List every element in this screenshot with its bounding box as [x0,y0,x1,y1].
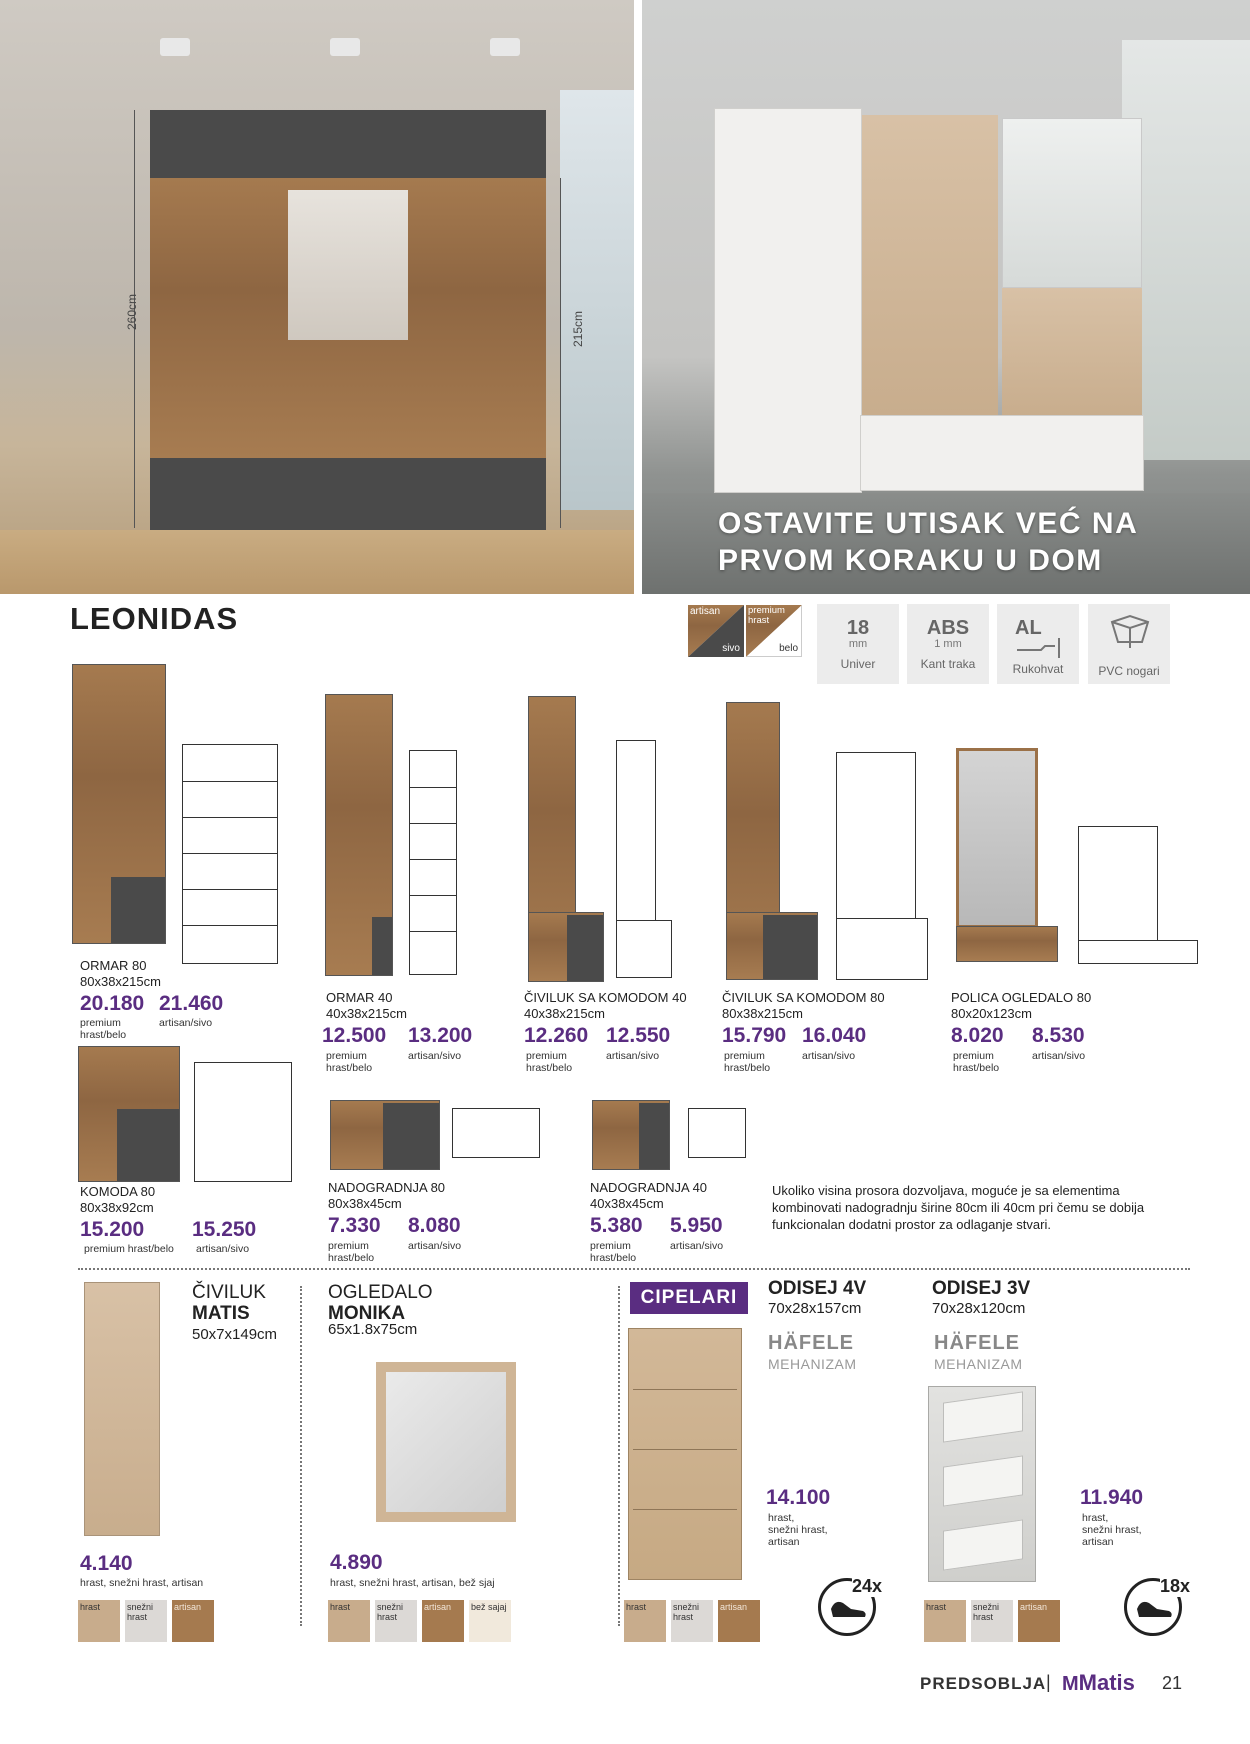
matis-logo-icon: M [1062,1673,1079,1695]
color-thumb-hrast [624,1600,666,1642]
thumb-label: snežni hrast [973,1602,1000,1622]
hero-headline [718,505,1238,579]
ogledalo-colors: hrast, snežni hrast, artisan, bež sjaj [330,1577,495,1589]
product-name: NADOGRADNJA 80 [328,1180,446,1195]
ormar-80-image [72,664,166,944]
civiluk-40-outline [616,740,656,922]
civiluk-dims: 50x7x149cm [192,1326,278,1343]
spec-label: PVC nogari [1098,664,1160,678]
price-label: artisan/sivo [670,1240,724,1252]
shoe-icon [829,1597,867,1619]
product-dims: 40x38x45cm [590,1196,664,1211]
price-premium: 15.200 [80,1218,145,1241]
price-label: artisan/sivo [196,1243,250,1255]
ormar-80-outline [182,744,278,964]
odisej-3v-dims: 70x28x120cm [932,1300,1026,1317]
color-thumb-hrast [924,1600,966,1642]
hero-headline-line1: OSTAVITE UTISAK VEĆ NA [718,507,1139,540]
price-label: premium hrast/belo [326,1050,373,1074]
spec-kant-traka [907,604,989,684]
product-name: ČIVILUK SA KOMODOM 40 [524,990,687,1005]
footer-brand-logo [1062,1670,1135,1696]
swatch-label: premium hrast [748,605,785,626]
ogledalo-dims: 65x1.8x75cm [328,1321,418,1338]
civiluk-price: 4.140 [80,1552,133,1575]
dotted-divider-vertical [618,1286,620,1626]
price-premium: 12.500 [322,1024,387,1047]
odisej-3v-image [928,1386,1036,1582]
price-label: artisan/sivo [802,1050,856,1062]
color-thumb-hrast [78,1600,120,1642]
color-thumb-artisan [1018,1600,1060,1642]
color-line: snežni hrast, [1082,1524,1142,1536]
ogledalo-title-line1: OGLEDALO [328,1282,433,1303]
price-label: premium hrast/belo [328,1240,375,1264]
price-artisan: 8.530 [1032,1024,1085,1047]
price-premium: 8.020 [951,1024,1004,1047]
wardrobe-mirror [288,190,408,340]
spec-value: AL [1015,617,1042,639]
mirror [1002,118,1142,288]
combination-note: Ukoliko visina prosora dozvoljava, moguće je sa elementima kombinovati nadogradnju širine 80cm ili 40cm pri čemu se dobija funkcionalan dodatni prostor za odlaganje stvari. [772,1183,1145,1232]
ogledalo-monika-image [376,1362,516,1522]
odisej-4v-capacity: 24x [852,1576,883,1596]
product-nadogradnja-40 [590,1180,790,1212]
product-name: ORMAR 80 [80,958,147,973]
price-artisan: 21.460 [159,992,224,1015]
color-line: hrast, [1082,1512,1109,1524]
ogledalo-title-line2: MONIKA [328,1303,406,1324]
thumb-label: hrast [330,1602,351,1612]
coat-panel [862,115,998,415]
price-premium: 7.330 [328,1214,381,1237]
color-thumb-artisan [172,1600,214,1642]
product-dims: 80x38x92cm [80,1200,154,1215]
cipelari-badge: CIPELARI [630,1282,748,1314]
price-label: artisan/sivo [159,1017,213,1029]
price-label: premium hrast/belo [80,1017,127,1041]
swatch-label: sivo [722,643,740,654]
civiluk-80-outline [836,752,916,920]
hafele-mechanism: MEHANIZAM [768,1356,857,1372]
spec-label: Univer [840,657,876,671]
ceiling-light [330,38,360,56]
price-artisan: 5.950 [670,1214,723,1237]
nadogradnja-80-image [330,1100,440,1170]
thumb-label: artisan [720,1602,748,1612]
polica-ogledalo-outline-shelf [1078,940,1198,964]
spec-value: ABS [926,617,970,639]
footer-separator: | [1046,1672,1051,1692]
dimension-line [560,178,561,528]
spec-unit: mm [848,638,868,650]
odisej-4v-price: 14.100 [766,1486,831,1509]
odisej-3v-colors [1082,1512,1142,1548]
polica-ogledalo-image [956,748,1038,928]
civiluk-80-komoda [726,912,818,980]
odisej-4v-image [628,1328,742,1580]
hafele-logo: HÄFELE [934,1332,1020,1354]
product-civiluk-80 [722,990,922,1022]
color-line: snežni hrast, [768,1524,828,1536]
spec-value: 18 [846,617,870,639]
product-name: ČIVILUK SA KOMODOM 80 [722,990,885,1005]
color-thumb-snezni-hrast [125,1600,167,1642]
footer-section: PREDSOBLJA [920,1674,1047,1693]
floor [0,530,634,594]
product-dims: 80x20x123cm [951,1006,1032,1021]
wardrobe-top-units [150,110,546,178]
price-label: premium hrast/belo [724,1050,771,1074]
shoe-icon [1135,1597,1173,1619]
dimension-label-left: 260cm [125,293,140,331]
product-dims: 80x38x215cm [722,1006,803,1021]
odisej-3v-name: ODISEJ 3V [932,1278,1031,1299]
odisej-4v-dims: 70x28x157cm [768,1300,862,1317]
civiluk-title-line2: MATIS [192,1303,250,1324]
dotted-divider-vertical [300,1286,302,1626]
product-dims: 40x38x215cm [326,1006,407,1021]
civiluk-matis-image [84,1282,160,1536]
swatch-label: artisan [690,606,721,617]
hero-photo-left [0,0,634,594]
color-thumb-snezni-hrast [671,1600,713,1642]
hero-headline-line2: PRVOM KORAKU U DOM [718,544,1103,577]
spec-label: Kant traka [920,657,976,671]
product-dims: 80x38x215cm [80,974,161,989]
price-premium: 15.790 [722,1024,787,1047]
price-label: premium hrast/belo [590,1240,637,1264]
color-thumb-hrast [328,1600,370,1642]
product-polica-ogledalo [951,990,1151,1022]
thumb-label: artisan [424,1602,452,1612]
footer-brand: Matis [1078,1670,1135,1695]
price-label: artisan/sivo [408,1240,462,1252]
swatch-premium-hrast-belo [746,605,802,657]
spec-unit: 1 mm [934,638,962,650]
odisej-4v-name: ODISEJ 4V [768,1278,867,1299]
spec-pvc-nogari [1088,604,1170,684]
product-ormar-80 [80,958,280,990]
product-name: POLICA OGLEDALO 80 [951,990,1092,1005]
price-label: premium hrast/belo [953,1050,1000,1074]
ormar-40-image [325,694,393,976]
color-thumb-snezni-hrast [971,1600,1013,1642]
product-nadogradnja-80 [328,1180,528,1212]
product-name: ORMAR 40 [326,990,393,1005]
thumb-label: snežni hrast [673,1602,700,1622]
price-artisan: 16.040 [802,1024,867,1047]
white-wardrobe [714,108,862,493]
price-label: artisan/sivo [606,1050,660,1062]
drawer-unit [1002,288,1142,416]
odisej-3v-price: 11.940 [1080,1486,1144,1509]
price-artisan: 8.080 [408,1214,461,1237]
nadogradnja-40-image [592,1100,670,1170]
color-line: artisan [768,1536,800,1548]
color-thumb-artisan [718,1600,760,1642]
price-label: premium hrast/belo [84,1243,174,1255]
ogledalo-price: 4.890 [330,1551,383,1574]
polica-ogledalo-outline [1078,826,1158,944]
ceiling-light [160,38,190,56]
spec-rukohvat [997,604,1079,684]
color-thumb-bez-sjaj [469,1600,511,1642]
ormar-40-outline [409,750,457,975]
civiluk-colors: hrast, snežni hrast, artisan [80,1577,204,1589]
product-komoda-80 [80,1184,280,1216]
nadogradnja-80-outline [452,1108,540,1158]
price-label: artisan/sivo [408,1050,462,1062]
page-number: 21 [1162,1673,1183,1693]
price-premium: 12.260 [524,1024,589,1047]
thumb-label: snežni hrast [377,1602,404,1622]
swatch-label: belo [779,643,798,654]
thumb-label: snežni hrast [127,1602,154,1622]
polica-ogledalo-shelf [956,926,1058,962]
hafele-mechanism: MEHANIZAM [934,1356,1023,1372]
civiluk-title-line1: ČIVILUK [192,1282,266,1303]
product-dims: 80x38x45cm [328,1196,402,1211]
color-thumb-snezni-hrast [375,1600,417,1642]
price-premium: 5.380 [590,1214,643,1237]
spec-univer [817,604,899,684]
civiluk-80-outline-komoda [836,918,928,980]
price-premium: 20.180 [80,992,145,1015]
komoda-80-image [78,1046,180,1182]
odisej-4v-colors [768,1512,828,1548]
product-civiluk-40 [524,990,724,1022]
product-name: KOMODA 80 [80,1184,156,1199]
collection-title: LEONIDAS [70,601,239,636]
civiluk-matis-title [192,1282,266,1324]
dotted-divider [78,1268,1190,1270]
thumb-label: artisan [174,1602,202,1612]
window [560,90,634,510]
color-line: hrast, [768,1512,795,1524]
color-line: artisan [1082,1536,1114,1548]
product-name: NADOGRADNJA 40 [590,1180,708,1195]
civiluk-40-outline-komoda [616,920,672,978]
spec-label: Rukohvat [1012,662,1064,676]
nadogradnja-40-outline [688,1108,746,1158]
dimension-label-right: 215cm [571,310,586,348]
ceiling-light [490,38,520,56]
thumb-label: hrast [80,1602,101,1612]
civiluk-40-komoda [528,912,604,982]
thumb-label: artisan [1020,1602,1048,1612]
bottom-cabinets [860,415,1144,491]
price-label: artisan/sivo [1032,1050,1086,1062]
price-label: premium hrast/belo [526,1050,573,1074]
thumb-label: bež sajaj [471,1602,507,1612]
hafele-logo: HÄFELE [768,1332,854,1354]
ogledalo-monika-title [328,1282,433,1324]
price-artisan: 13.200 [408,1024,473,1047]
thumb-label: hrast [926,1602,947,1612]
swatch-artisan-sivo [688,605,744,657]
handle-icon [1015,638,1065,658]
product-dims: 40x38x215cm [524,1006,605,1021]
product-ormar-40 [326,990,526,1022]
pvc-feet-icon [1108,612,1152,652]
price-artisan: 15.250 [192,1218,257,1241]
price-artisan: 12.550 [606,1024,671,1047]
komoda-80-outline [194,1062,292,1182]
color-thumb-artisan [422,1600,464,1642]
wardrobe-bottom-units [150,458,546,530]
thumb-label: hrast [626,1602,647,1612]
odisej-3v-capacity: 18x [1160,1576,1191,1596]
